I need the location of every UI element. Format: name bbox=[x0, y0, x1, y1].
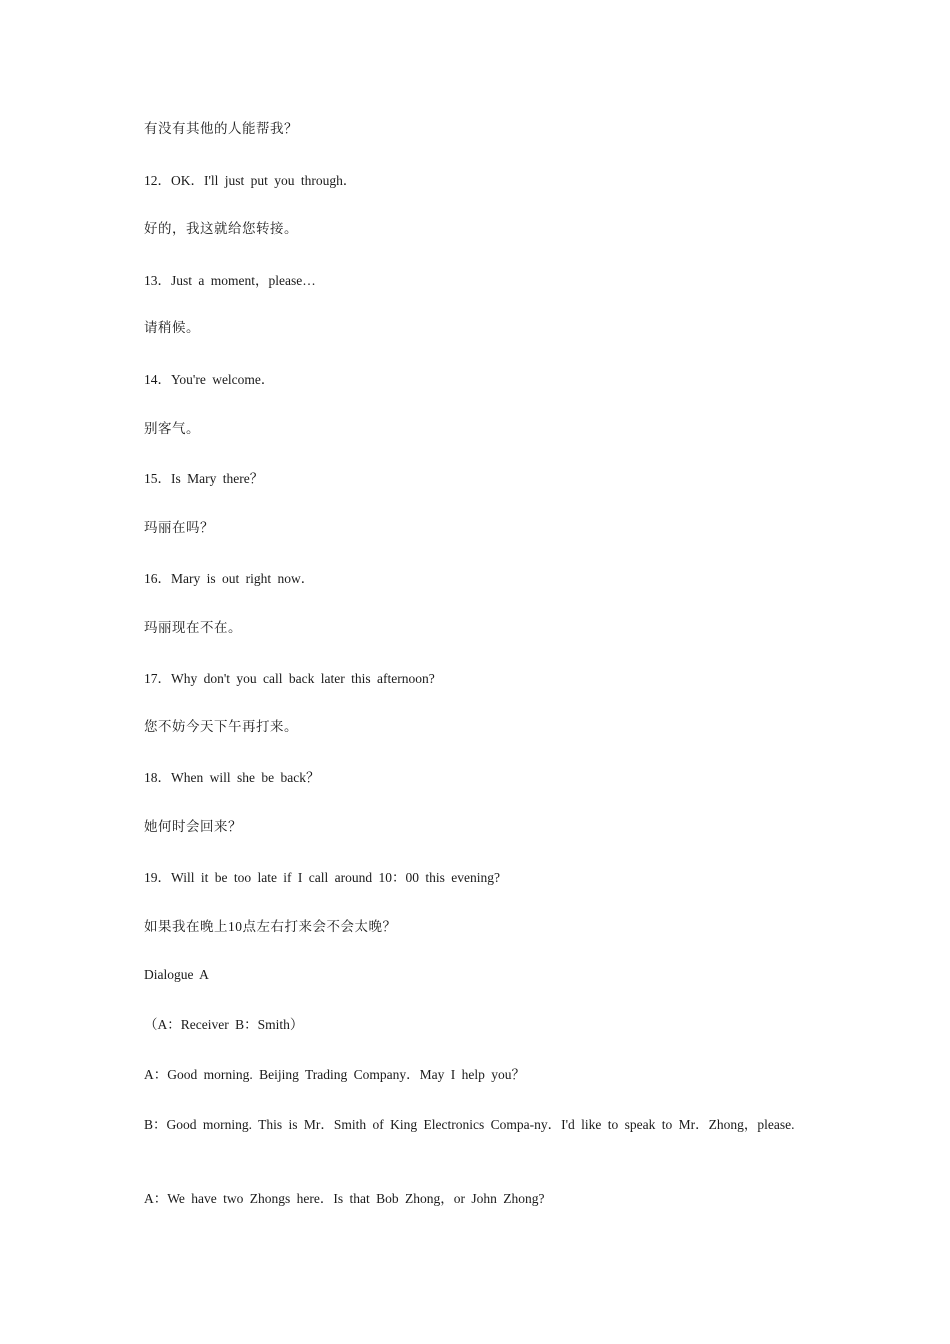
text-line: 16．Mary is out right now． bbox=[144, 571, 315, 586]
text-line: 14．You're welcome． bbox=[144, 372, 275, 387]
text-paragraph: B：Good morning. This is Mr．Smith of King Electronics Compa-ny．I'd like to speak to Mr．Zhong，please. bbox=[144, 1117, 795, 1132]
text-line: A：Good morning. Beijing Trading Company．May I help you？ bbox=[144, 1067, 525, 1082]
text-line: 您不妨今天下午再打来。 bbox=[144, 719, 298, 734]
text-line: 玛丽现在不在。 bbox=[144, 620, 242, 635]
text-line: 她何时会回来？ bbox=[144, 819, 242, 834]
text-line: A：We have two Zhongs here．Is that Bob Zhong，or John Zhong? bbox=[144, 1191, 545, 1206]
text-line: 17．Why don't you call back later this afternoon? bbox=[144, 671, 435, 686]
text-line: 18．When will she be back？ bbox=[144, 770, 320, 785]
text-line: 请稍候。 bbox=[144, 320, 200, 335]
text-line: 13．Just a moment，please… bbox=[144, 273, 316, 288]
text-line: 19．Will it be too late if I call around 10：00 this evening? bbox=[144, 870, 501, 885]
text-line: 有没有其他的人能帮我？ bbox=[144, 121, 298, 136]
text-line: 别客气。 bbox=[144, 421, 200, 436]
text-line: （A：Receiver B：Smith） bbox=[144, 1017, 304, 1032]
text-line: 好的，我这就给您转接。 bbox=[144, 221, 298, 236]
text-line: 玛丽在吗？ bbox=[144, 520, 214, 535]
text-line: 如果我在晚上10点左右打来会不会太晚？ bbox=[144, 919, 397, 934]
text-line: 15．Is Mary there？ bbox=[144, 471, 264, 486]
text-line: Dialogue A bbox=[144, 967, 209, 982]
text-line: 12．OK．I'll just put you through． bbox=[144, 173, 357, 188]
